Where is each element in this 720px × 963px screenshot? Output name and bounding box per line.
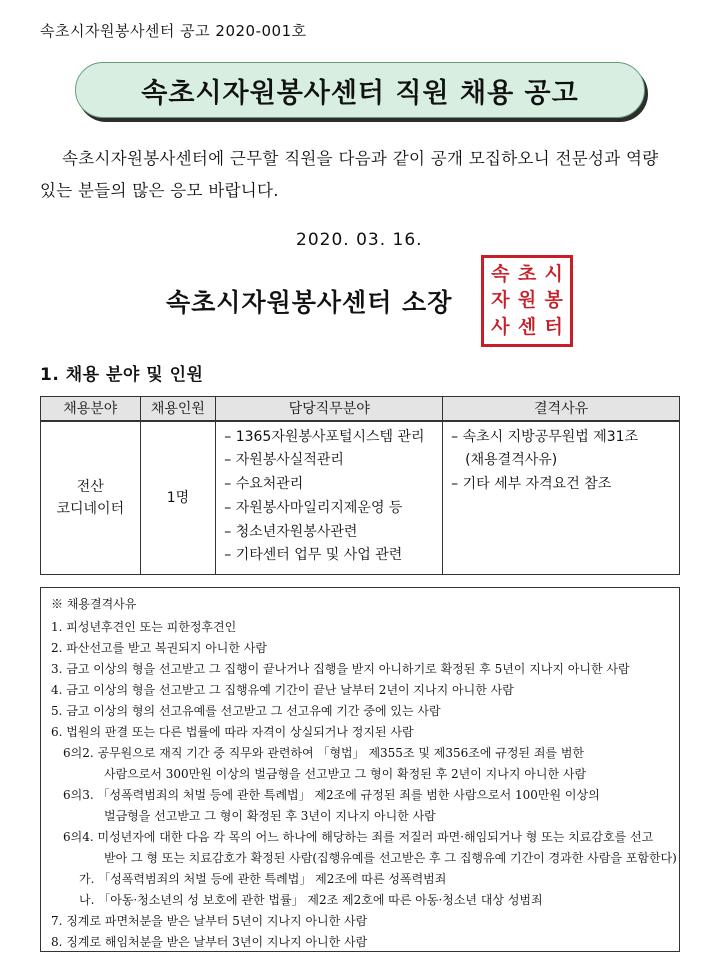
- criteria-title: ※ 채용결격사유: [51, 597, 137, 611]
- column-header: 담당직무분야: [216, 397, 443, 421]
- criteria-item: 6. 법원의 판결 또는 다른 법률에 따라 자격이 상실되거나 정지된 사람: [51, 725, 414, 739]
- criteria-item: 3. 금고 이상의 형을 선고받고 그 집행이 끝나거나 집행을 받지 아니하기로 확정된 후 5년이 지나지 아니한 사람: [51, 662, 630, 676]
- duty-item: – 자원봉사실적관리: [224, 452, 344, 469]
- seal-char: 초: [517, 262, 537, 285]
- criteria-item: 4. 금고 이상의 형을 선고받고 그 집행유예 기간이 끝난 날부터 2년이 지나지 아니한 사람: [51, 683, 514, 697]
- criteria-subitem: 가. 「성폭력범죄의 처벌 등에 관한 특례법」 제2조에 따른 성폭력범죄: [79, 872, 447, 886]
- intro-paragraph: 속초시자원봉사센터에 근무할 직원을 다음과 같이 공개 모집하오니 전문성과 역량 있는 분들의 많은 응모 바랍니다.: [40, 149, 659, 200]
- field-line: 전산: [76, 478, 104, 495]
- criteria-item: 6의3. 「성폭력범죄의 처벌 등에 관한 특례법」 제2조에 규정된 죄를 범한 사람으로서 100만원 이상의: [63, 788, 600, 802]
- disqualification-criteria-box: [40, 587, 680, 952]
- criteria-item: 6의4. 미성년자에 대한 다음 각 목의 어느 하나에 해당하는 죄를 저질러 파면·해임되거나 형 또는 치료감호를 선고: [63, 830, 654, 844]
- criteria-item-continued: 받아 그 형 또는 치료감호가 확정된 사람(집행유예를 선고받은 후 그 집행유예 기간이 경과한 사람을 포함한다): [104, 851, 677, 865]
- official-seal: [481, 255, 573, 347]
- disqualification-item: – 속초시 지방공무원법 제31조: [451, 428, 639, 445]
- criteria-item: 2. 파산선고를 받고 복권되지 아니한 사람: [51, 641, 267, 655]
- seal-char: 센: [517, 316, 537, 339]
- table-row: [41, 421, 680, 575]
- count-cell: 1명: [140, 421, 216, 575]
- criteria-item: 7. 징계로 파면처분을 받은 날부터 5년이 지나지 아니한 사람: [51, 914, 368, 928]
- seal-char: 봉: [544, 289, 563, 312]
- field-cell: [41, 421, 141, 575]
- column-header: 결격사유: [443, 397, 680, 421]
- criteria-item: 6의2. 공무원으로 재직 기간 중 직무와 관련하여 「형법」 제355조 및 제356조에 규정된 죄를 범한: [63, 746, 585, 760]
- seal-char: 속: [491, 262, 510, 285]
- notice-date: 2020. 03. 16.: [296, 230, 423, 250]
- criteria-item-continued: 벌금형을 선고받고 그 형이 확정된 후 3년이 지나지 아니한 사람: [104, 809, 436, 823]
- seal-char: 원: [517, 289, 537, 312]
- criteria-item: 5. 금고 이상의 형의 선고유예를 선고받고 그 선고유예 기간 중에 있는 사람: [51, 704, 441, 718]
- disqualification-item: – 기타 세부 자격요건 참조: [451, 476, 612, 493]
- duties-cell: [216, 421, 443, 575]
- field-line: 코디네이터: [56, 500, 125, 517]
- duty-item: – 기타센터 업무 및 사업 관련: [224, 547, 403, 564]
- title-banner: [75, 62, 645, 118]
- recruitment-table: [40, 396, 680, 575]
- seal-char: 시: [544, 262, 563, 285]
- criteria-item-continued: 사람으로서 300만원 이상의 벌금형을 선고받고 그 형이 확정된 후 2년이 지나지 아니한 사람: [104, 767, 587, 781]
- duty-item: – 1365자원봉사포털시스템 관리: [224, 428, 425, 445]
- section-heading: 1. 채용 분야 및 인원: [40, 365, 204, 385]
- disqualification-item: (채용결격사유): [465, 452, 558, 469]
- column-header: 채용인원: [140, 397, 216, 421]
- duty-item: – 수요처관리: [224, 476, 304, 493]
- duty-item: – 청소년자원봉사관련: [224, 523, 358, 540]
- seal-char: 사: [491, 316, 510, 339]
- duty-item: – 자원봉사마일리지제운영 등: [224, 499, 403, 516]
- criteria-item: 1. 피성년후견인 또는 피한정후견인: [51, 620, 237, 634]
- issuer-name: 속초시자원봉사센터 소장: [166, 288, 453, 317]
- seal-char: 터: [544, 316, 563, 339]
- column-header: 채용분야: [41, 397, 141, 421]
- table-header-row: [41, 397, 680, 421]
- page-title: 속초시자원봉사센터 직원 채용 공고: [141, 77, 579, 109]
- seal-char: 자: [491, 289, 510, 312]
- document-number: 속초시자원봉사센터 공고 2020-001호: [40, 22, 307, 40]
- criteria-item: 8. 징계로 해임처분을 받은 날부터 3년이 지나지 아니한 사람: [51, 935, 368, 949]
- criteria-subitem: 나. 「아동·청소년의 성 보호에 관한 법률」 제2조 제2호에 따른 아동·청소년 대상 성범죄: [79, 893, 543, 907]
- disqualification-cell: [443, 421, 680, 575]
